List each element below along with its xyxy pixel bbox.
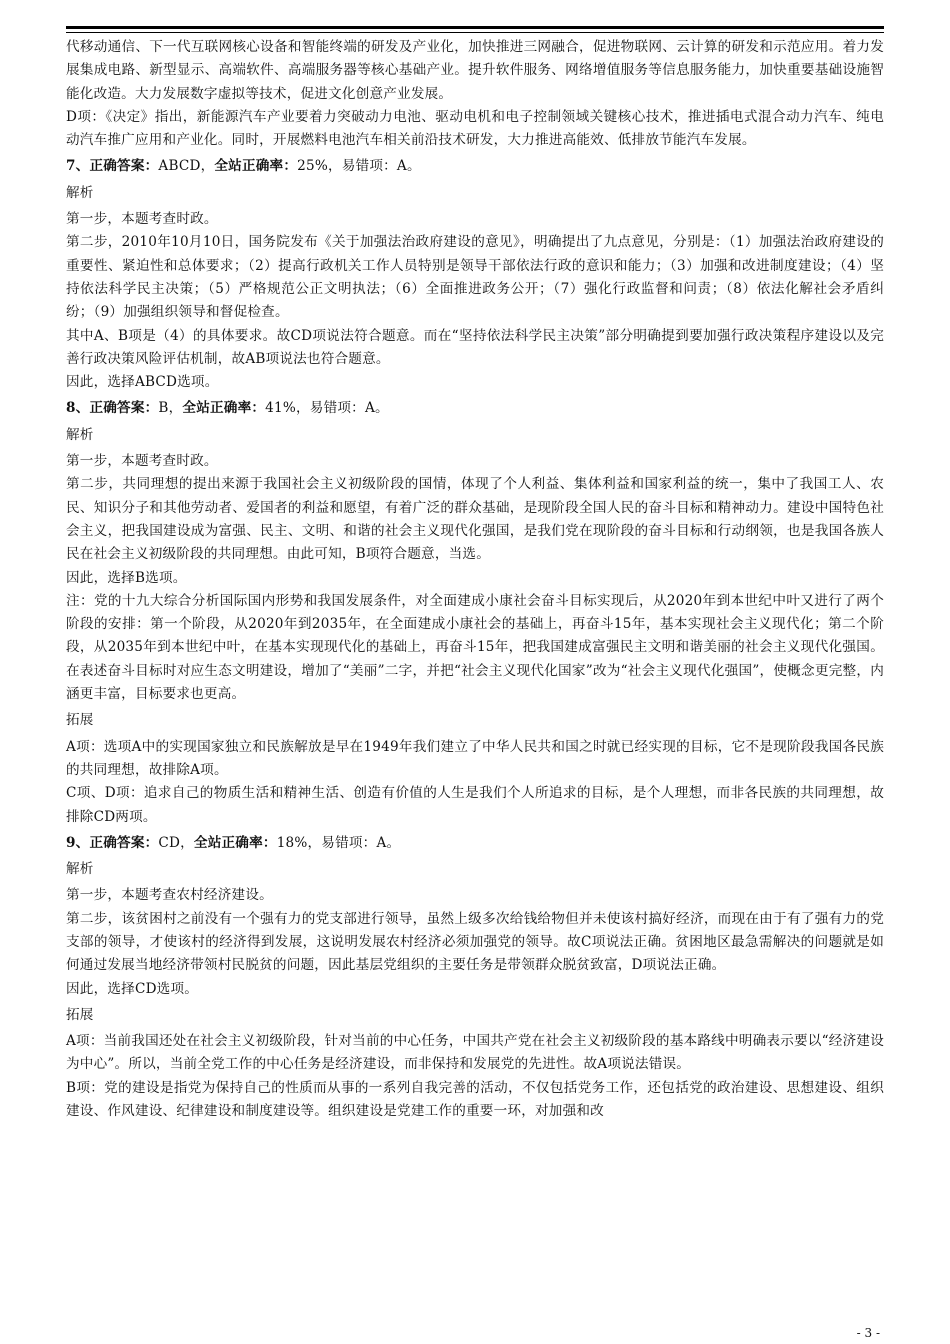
- question-9-header: [66, 832, 884, 855]
- paragraph: 第二步，共同理想的提出来源于我国社会主义初级阶段的国情，体现了个人利益、集体利益和国家利益的统一，集中了我国工人、农民、知识分子和其他劳动者、爱国者的利益和愿望，有着广泛的群众基础，是现阶段全国人民的奋斗目标和精神动力。建设中国特色社会主义，把我国建设成为富强、民主、文明、和谐的社会主义现代化强国，是我们党在现阶段的奋斗目标和行动纲领，也是我国各族人民在社会主义初级阶段的共同理想。由此可知，B项符合题意，当选。: [66, 476, 884, 563]
- rate-label: 全站正确率：: [182, 400, 266, 417]
- paragraph: 第二步，该贫困村之前没有一个强有力的党支部进行领导，虽然上级多次给钱给物但并未使该村搞好经济，而现在由于有了强有力的党支部的领导，才使该村的经济得到发展，这说明发展农村经济必须加强党的领导。故C项说法正确。贫困地区最急需解决的问题就是如何通过发展当地经济带领村民脱贫的问题，因此基层党组织的主要任务是带领群众脱贫致富，D项说法正确。: [66, 910, 884, 974]
- paragraph: 第一步，本题考查时政。: [66, 453, 218, 470]
- paragraph: 注：党的十九大综合分析国际国内形势和我国发展条件，对全面建成小康社会奋斗目标实现后，从2020年到本世纪中叶又进行了两个阶段的安排：第一个阶段，从2020年到2035年，在全面建成小康社会的基础上，再奋斗15年，基本实现社会主义现代化；第二个阶段，从2035年到本世纪中叶，在基本实现现代化的基础上，再奋斗15年，把我国建成富强民主文明和谐美丽的社会主义现代化强国。在表述奋斗目标时对应生态文明建设，增加了“美丽”二字，并把“社会主义现代化国家”改为“社会主义现代化强国”，使概念更完整，内涵更丰富，目标要求也更高。: [66, 592, 884, 703]
- paragraph: 第一步，本题考查时政。: [66, 211, 218, 228]
- rate-value: 41%，易错项：A。: [265, 400, 389, 417]
- answer-label: 正确答案：: [89, 158, 159, 175]
- question-number: 7、: [66, 158, 90, 175]
- question-8-header: [66, 397, 884, 420]
- analysis-heading: 解析: [66, 426, 94, 443]
- question-number: 9、: [66, 834, 90, 851]
- paragraph: A项：选项A中的实现国家独立和民族解放是早在1949年我们建立了中华人民共和国之时就已经实现的目标，它不是现阶段我国各民族的共同理想，故排除A项。: [66, 738, 884, 778]
- extension-heading: 拓展: [66, 1006, 94, 1023]
- question-number: 8、: [66, 400, 90, 417]
- answer-value: ABCD，: [158, 158, 215, 175]
- analysis-heading: 解析: [66, 184, 94, 201]
- paragraph: C项、D项：追求自己的物质生活和精神生活、创造有价值的人生是我们个人所追求的目标，是个人理想，而非各民族的共同理想，故排除CD两项。: [66, 785, 884, 825]
- analysis-heading: 解析: [66, 861, 94, 878]
- paragraph: D项：《决定》指出，新能源汽车产业要着力突破动力电池、驱动电机和电子控制领域关键核心技术，推进插电式混合动力汽车、纯电动汽车推广应用和产业化。同时，开展燃料电池汽车相关前沿技术研发，大力推进高能效、低排放节能汽车发展。: [66, 108, 884, 149]
- paragraph: B项：党的建设是指党为保持自己的性质而从事的一系列自我完善的活动，不仅包括党务工作，还包括党的政治建设、思想建设、组织建设、作风建设、纪律建设和制度建设等。组织建设是党建工作的重要一环，对加强和改: [66, 1079, 884, 1120]
- answer-label: 正确答案：: [89, 834, 159, 851]
- rate-value: 18%，易错项：A。: [276, 834, 401, 851]
- document-body: [66, 36, 884, 1123]
- paragraph: 第一步，本题考查农村经济建设。: [66, 887, 273, 904]
- answer-value: CD，: [158, 834, 194, 851]
- paragraph: 因此，选择CD选项。: [66, 980, 199, 997]
- answer-value: B，: [158, 400, 183, 417]
- paragraph: A项：当前我国还处在社会主义初级阶段，针对当前的中心任务，中国共产党在社会主义初级阶段的基本路线中明确表示要以“经济建设为中心”。所以，当前全党工作的中心任务是经济建设，而非保持和发展党的先进性。故A项说法错误。: [66, 1033, 884, 1073]
- answer-label: 正确答案：: [89, 400, 159, 417]
- paragraph: 代移动通信、下一代互联网核心设备和智能终端的研发及产业化，加快推进三网融合，促进物联网、云计算的研发和示范应用。着力发展集成电路、新型显示、高端软件、高端服务器等核心基础产业。提升软件服务、网络增值服务等信息服务能力，加快重要基础设施智能化改造。大力发展数字虚拟等技术，促进文化创意产业发展。: [66, 39, 884, 102]
- rate-label: 全站正确率：: [214, 158, 298, 175]
- question-7-header: [66, 155, 884, 178]
- page-number: - 3 -: [856, 1326, 880, 1340]
- paragraph: 第二步，2010年10月10日，国务院发布《关于加强法治政府建设的意见》，明确提出了九点意见，分别是：（1）加强法治政府建设的重要性、紧迫性和总体要求；（2）提高行政机关工作人员特别是领导干部依法行政的意识和能力；（3）加强和改进制度建设；（4）坚持依法科学民主决策；（5）严格规范公正文明执法；（6）全面推进政务公开；（7）强化行政监督和问责；（8）依法化解社会矛盾纠纷；（9）加强组织领导和督促检查。: [66, 234, 884, 321]
- header-rule-thin: [66, 32, 884, 33]
- rate-value: 25%，易错项：A。: [297, 158, 421, 175]
- paragraph: 其中A、B项是（4）的具体要求。故CD项说法符合题意。而在“坚持依法科学民主决策”部分明确提到要加强行政决策程序建设以及完善行政决策风险评估机制，故AB项说法也符合题意。: [66, 327, 884, 367]
- paragraph: 因此，选择ABCD选项。: [66, 374, 219, 391]
- extension-heading: 拓展: [66, 712, 94, 729]
- header-rule-thick: [66, 26, 884, 29]
- rate-label: 全站正确率：: [193, 834, 277, 851]
- paragraph: 因此，选择B选项。: [66, 569, 187, 586]
